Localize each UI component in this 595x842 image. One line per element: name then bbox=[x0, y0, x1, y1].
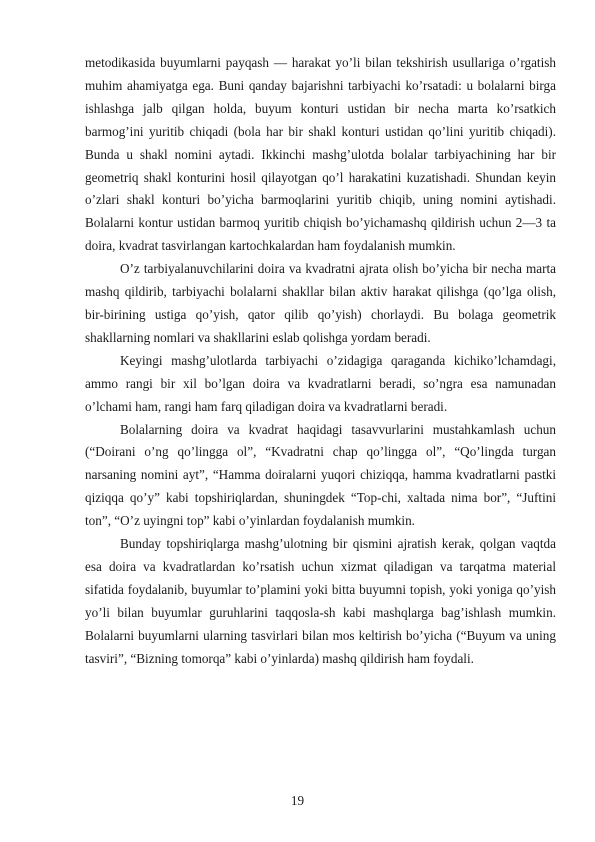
paragraph-4: Bolalarning doira va kvadrat haqidagi tasavvurlarini mustahkamlash uchun (“Doirani o’ng qo’lingga ol”, “Kvadratni chap qo’lingga ol”, “Qo’lingda turgan narsaning nomini ayt”, “Hamma doiralarni yuqori chiziqqa, hamma kvadratlarni pastki qiziqqa qo’y” kabi topshiriqlardan, shuningdek “Top-chi, xaltada nima bor”, “Juftini ton”, “O’z uyingni top” kabi o’yinlardan foydalanish mumkin. bbox=[85, 421, 556, 529]
paragraph-1: metodikasida buyumlarni payqash — harakat yo’li bilan tekshirish usullariga o’rgatish muhim ahamiyatga ega. Buni qanday bajarishni tarbiyachi ko’rsatadi: u bolalarni birga ishlashga jalb qilgan holda, buyum konturi ustidan bir necha marta ko’rsatkich barmog’ini yuritib chiqadi (bola har bir shakl konturi ustidan qo’lini yuritib chiqadi). Bunda u shakl nomini aytadi. Ikkinchi mashg’ulotda bolalar tarbiyachining har bir geometriq shakl konturini hosil qilayotgan qo’l harakatini kuzatishadi. Shundan keyin o’zlari shakl konturi bo’yicha barmoqlarini yuritib chiqib, uning nomini aytishadi. Bolalarni kontur ustidan barmoq yuritib chiqish bo’yichamashq qildirish uchun 2—3 ta doira, kvadrat tasvirlangan kartochkalardan ham foydalanish mumkin. bbox=[85, 55, 556, 254]
paragraph-2: O’z tarbiyalanuvchilarini doira va kvadratni ajrata olish bo’yicha bir necha marta mashq qildirib, tarbiyachi bolalarni shakllar bilan aktiv harakat qilishga (qo’lga olish, bir-birining ustiga qo’yish, qator qilib qo’yish) chorlaydi. Bu bolaga geometrik shakllarning nomlari va shakllarini eslab qolishga yordam beradi. bbox=[85, 261, 556, 345]
document-body bbox=[85, 52, 556, 670]
page-number: 19 bbox=[290, 793, 305, 808]
paragraph-3: Keyingi mashg’ulotlarda tarbiyachi o’zidagiga qaraganda kichiko’lchamdagi, ammo rangi bir xil bo’lgan doira va kvadratlarni beradi, so’ngra esa namunadan o’lchami ham, rangi ham farq qiladigan doira va kvadratlarni beradi. bbox=[85, 352, 556, 414]
paragraph-5: Bunday topshiriqlarga mashg’ulotning bir qismini ajratish kerak, qolgan vaqtda esa doira va kvadratlardan ko’rsatish uchun xizmat qiladigan va tarqatma material sifatida foydalanib, buyumlar to’plamini yoki bitta buyumni topish, yoki yoniga qo’yish yo’li bilan buyumlar guruhlarini taqqosla-sh kabi mashqlarga bag’ishlash mumkin. Bolalarni buyumlarni ularning tasvirlari bilan mos keltirish bo’yicha (“Buyum va uning tasviri”, “Bizning tomorqa” kabi o’yinlarda) mashq qildirish ham foydali. bbox=[85, 536, 556, 666]
